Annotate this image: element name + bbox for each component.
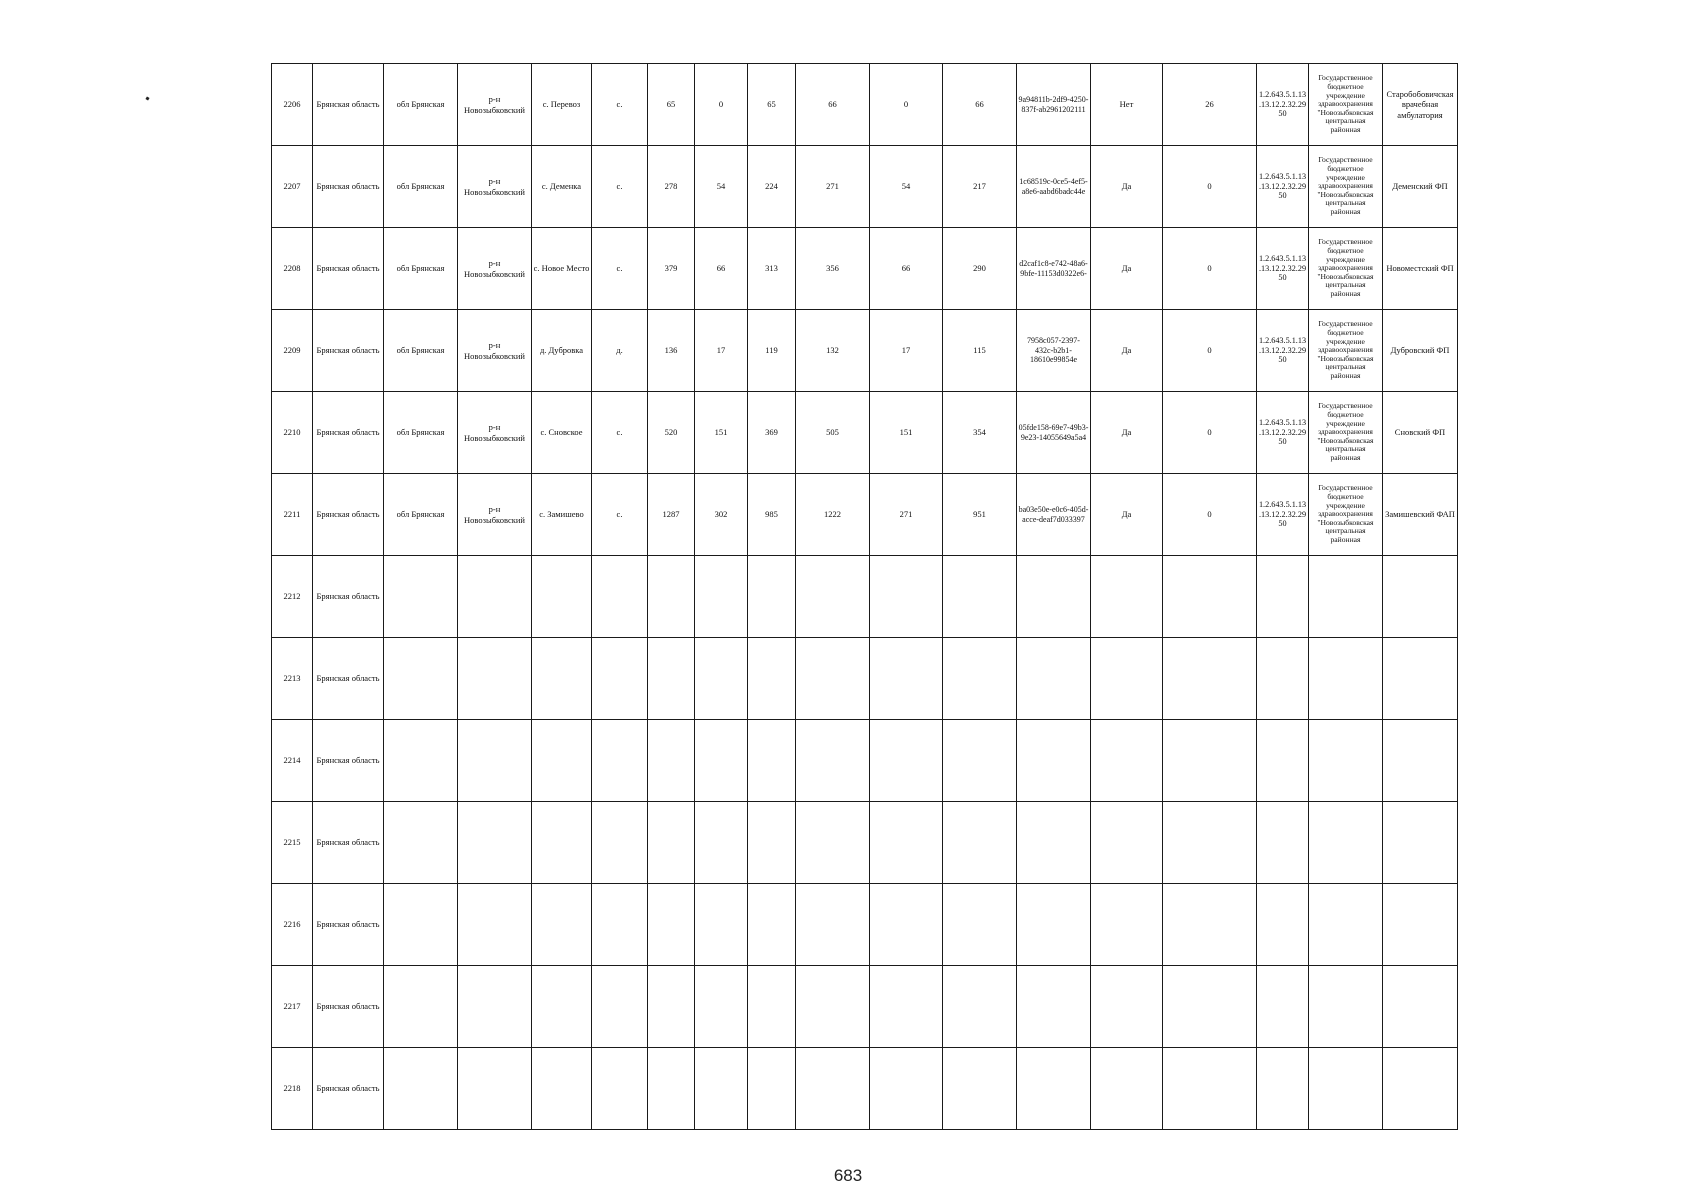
settlement-cell: д. Дубровка — [532, 310, 592, 392]
settlement-type-cell: с. — [592, 228, 648, 310]
population-total-2-cell — [796, 1048, 870, 1130]
settlement-cell: с. Новое Место — [532, 228, 592, 310]
region-cell: Брянская область — [313, 884, 384, 966]
table-row — [272, 64, 1458, 146]
distance-count-cell — [1163, 556, 1257, 638]
settlement-cell — [532, 638, 592, 720]
organization-name-cell — [1309, 720, 1383, 802]
settlement-cell — [532, 1048, 592, 1130]
population-children-2-cell — [870, 720, 943, 802]
fias-guid-cell: ba03e50e-e0c6-405d-acce-deaf7d033397 — [1017, 474, 1091, 556]
fias-guid-cell: 1c68519c-0ce5-4ef5-a8e6-aabd6badc44e — [1017, 146, 1091, 228]
distance-count-cell: 0 — [1163, 474, 1257, 556]
population-adults-cell — [748, 720, 796, 802]
table-row — [272, 884, 1458, 966]
oblast-cell — [384, 638, 458, 720]
table-row — [272, 638, 1458, 720]
population-adults-2-cell — [943, 638, 1017, 720]
row-number-cell: 2207 — [272, 146, 313, 228]
organization-name-cell — [1309, 556, 1383, 638]
organization-oid-cell — [1257, 802, 1309, 884]
facility-name-cell — [1383, 802, 1458, 884]
distance-count-cell — [1163, 966, 1257, 1048]
availability-flag-cell: Да — [1091, 392, 1163, 474]
oblast-cell — [384, 720, 458, 802]
fias-guid-cell: 05fde158-69e7-49b3-9e23-14055649a5a4 — [1017, 392, 1091, 474]
organization-name-cell: Государственное бюджетное учреждение здравоохранения "Новозыбковская центральная районная — [1309, 228, 1383, 310]
population-total-2-cell — [796, 966, 870, 1048]
settlement-type-cell: с. — [592, 474, 648, 556]
rayon-cell — [458, 966, 532, 1048]
population-children-cell — [695, 1048, 748, 1130]
rayon-cell — [458, 884, 532, 966]
facility-name-cell — [1383, 966, 1458, 1048]
organization-oid-cell — [1257, 1048, 1309, 1130]
facility-name-cell: Деменский ФП — [1383, 146, 1458, 228]
rayon-cell — [458, 638, 532, 720]
organization-oid-cell: 1.2.643.5.1.13.13.12.2.32.2950 — [1257, 64, 1309, 146]
population-total-2-cell: 66 — [796, 64, 870, 146]
organization-oid-cell: 1.2.643.5.1.13.13.12.2.32.2950 — [1257, 392, 1309, 474]
region-cell: Брянская область — [313, 720, 384, 802]
facility-name-cell: Дубровский ФП — [1383, 310, 1458, 392]
organization-oid-cell — [1257, 556, 1309, 638]
settlement-cell: с. Деменка — [532, 146, 592, 228]
facility-name-cell — [1383, 720, 1458, 802]
row-number-cell: 2215 — [272, 802, 313, 884]
table-row — [272, 310, 1458, 392]
facility-name-cell: Сновский ФП — [1383, 392, 1458, 474]
population-children-cell — [695, 802, 748, 884]
population-children-cell — [695, 720, 748, 802]
settlement-type-cell: с. — [592, 392, 648, 474]
population-total-2-cell: 356 — [796, 228, 870, 310]
distance-count-cell: 0 — [1163, 310, 1257, 392]
rayon-cell — [458, 1048, 532, 1130]
table-body — [272, 64, 1458, 1130]
facility-name-cell — [1383, 884, 1458, 966]
scan-speck — [145, 96, 149, 100]
fias-guid-cell — [1017, 802, 1091, 884]
settlement-type-cell — [592, 1048, 648, 1130]
population-total-2-cell — [796, 638, 870, 720]
population-adults-cell — [748, 556, 796, 638]
availability-flag-cell: Да — [1091, 228, 1163, 310]
availability-flag-cell — [1091, 638, 1163, 720]
region-cell: Брянская область — [313, 228, 384, 310]
population-total-cell: 65 — [648, 64, 695, 146]
rayon-cell: р-н Новозыбковский — [458, 310, 532, 392]
settlement-type-cell — [592, 884, 648, 966]
availability-flag-cell — [1091, 1048, 1163, 1130]
organization-name-cell — [1309, 638, 1383, 720]
population-total-2-cell — [796, 802, 870, 884]
population-adults-2-cell — [943, 884, 1017, 966]
population-adults-2-cell: 66 — [943, 64, 1017, 146]
availability-flag-cell — [1091, 884, 1163, 966]
population-adults-cell — [748, 638, 796, 720]
population-adults-2-cell: 951 — [943, 474, 1017, 556]
population-total-cell — [648, 884, 695, 966]
region-cell: Брянская область — [313, 64, 384, 146]
population-children-2-cell — [870, 884, 943, 966]
population-children-2-cell: 66 — [870, 228, 943, 310]
population-total-2-cell: 132 — [796, 310, 870, 392]
facility-name-cell: Замишевский ФАП — [1383, 474, 1458, 556]
population-children-cell: 54 — [695, 146, 748, 228]
distance-count-cell: 0 — [1163, 392, 1257, 474]
population-adults-cell: 313 — [748, 228, 796, 310]
population-adults-cell: 224 — [748, 146, 796, 228]
region-cell: Брянская область — [313, 966, 384, 1048]
population-adults-2-cell: 290 — [943, 228, 1017, 310]
fias-guid-cell — [1017, 1048, 1091, 1130]
facility-name-cell: Старобобовичская врачебная амбулатория — [1383, 64, 1458, 146]
population-children-2-cell: 0 — [870, 64, 943, 146]
rayon-cell — [458, 802, 532, 884]
population-total-cell: 1287 — [648, 474, 695, 556]
population-children-cell: 17 — [695, 310, 748, 392]
population-adults-2-cell — [943, 720, 1017, 802]
distance-count-cell — [1163, 1048, 1257, 1130]
row-number-cell: 2217 — [272, 966, 313, 1048]
table-row — [272, 966, 1458, 1048]
oblast-cell — [384, 556, 458, 638]
organization-name-cell — [1309, 884, 1383, 966]
settlement-type-cell — [592, 556, 648, 638]
population-total-cell — [648, 1048, 695, 1130]
settlement-type-cell — [592, 638, 648, 720]
oblast-cell — [384, 884, 458, 966]
settlement-type-cell — [592, 966, 648, 1048]
population-adults-2-cell — [943, 802, 1017, 884]
population-children-2-cell: 151 — [870, 392, 943, 474]
distance-count-cell — [1163, 638, 1257, 720]
population-total-2-cell — [796, 720, 870, 802]
row-number-cell: 2210 — [272, 392, 313, 474]
population-adults-2-cell: 354 — [943, 392, 1017, 474]
region-cell: Брянская область — [313, 638, 384, 720]
population-total-cell — [648, 556, 695, 638]
population-adults-2-cell — [943, 1048, 1017, 1130]
population-children-2-cell — [870, 1048, 943, 1130]
population-adults-2-cell — [943, 966, 1017, 1048]
population-adults-2-cell — [943, 556, 1017, 638]
population-adults-cell — [748, 884, 796, 966]
oblast-cell: обл Брянская — [384, 146, 458, 228]
population-children-cell: 66 — [695, 228, 748, 310]
row-number-cell: 2212 — [272, 556, 313, 638]
region-cell: Брянская область — [313, 1048, 384, 1130]
population-children-cell: 0 — [695, 64, 748, 146]
fias-guid-cell — [1017, 638, 1091, 720]
fias-guid-cell: d2caf1c8-e742-48a6-9bfe-11153d0322e6- — [1017, 228, 1091, 310]
row-number-cell: 2213 — [272, 638, 313, 720]
population-children-cell — [695, 884, 748, 966]
settlement-type-cell: с. — [592, 146, 648, 228]
organization-name-cell: Государственное бюджетное учреждение здравоохранения "Новозыбковская центральная районная — [1309, 392, 1383, 474]
fias-guid-cell — [1017, 966, 1091, 1048]
population-children-2-cell: 54 — [870, 146, 943, 228]
population-total-2-cell: 1222 — [796, 474, 870, 556]
rayon-cell — [458, 556, 532, 638]
organization-name-cell — [1309, 802, 1383, 884]
distance-count-cell — [1163, 884, 1257, 966]
organization-oid-cell: 1.2.643.5.1.13.13.12.2.32.2950 — [1257, 146, 1309, 228]
rayon-cell: р-н Новозыбковский — [458, 392, 532, 474]
population-total-2-cell: 505 — [796, 392, 870, 474]
organization-oid-cell: 1.2.643.5.1.13.13.12.2.32.2950 — [1257, 310, 1309, 392]
population-children-cell — [695, 966, 748, 1048]
fias-guid-cell — [1017, 556, 1091, 638]
settlement-cell — [532, 556, 592, 638]
availability-flag-cell — [1091, 720, 1163, 802]
population-adults-cell: 985 — [748, 474, 796, 556]
population-adults-cell: 65 — [748, 64, 796, 146]
oblast-cell — [384, 1048, 458, 1130]
rayon-cell: р-н Новозыбковский — [458, 64, 532, 146]
distance-count-cell — [1163, 802, 1257, 884]
organization-name-cell: Государственное бюджетное учреждение здравоохранения "Новозыбковская центральная районная — [1309, 146, 1383, 228]
fias-guid-cell: 7958c057-2397-432c-b2b1-18610e99854e — [1017, 310, 1091, 392]
settlement-cell — [532, 966, 592, 1048]
rayon-cell — [458, 720, 532, 802]
availability-flag-cell — [1091, 802, 1163, 884]
organization-oid-cell — [1257, 638, 1309, 720]
population-children-2-cell: 17 — [870, 310, 943, 392]
settlement-cell — [532, 884, 592, 966]
population-total-cell: 520 — [648, 392, 695, 474]
distance-count-cell: 26 — [1163, 64, 1257, 146]
facility-name-cell — [1383, 1048, 1458, 1130]
table-row — [272, 1048, 1458, 1130]
population-total-2-cell — [796, 884, 870, 966]
population-total-cell — [648, 966, 695, 1048]
settlement-type-cell — [592, 802, 648, 884]
oblast-cell — [384, 966, 458, 1048]
settlement-cell: с. Перевоз — [532, 64, 592, 146]
region-cell: Брянская область — [313, 556, 384, 638]
table-row — [272, 556, 1458, 638]
population-total-2-cell: 271 — [796, 146, 870, 228]
population-children-cell — [695, 638, 748, 720]
population-total-cell: 136 — [648, 310, 695, 392]
organization-name-cell — [1309, 1048, 1383, 1130]
oblast-cell: обл Брянская — [384, 64, 458, 146]
region-cell: Брянская область — [313, 146, 384, 228]
organization-oid-cell: 1.2.643.5.1.13.13.12.2.32.2950 — [1257, 474, 1309, 556]
settlement-type-cell: с. — [592, 64, 648, 146]
oblast-cell: обл Брянская — [384, 228, 458, 310]
population-adults-cell: 369 — [748, 392, 796, 474]
population-children-2-cell — [870, 556, 943, 638]
population-adults-cell: 119 — [748, 310, 796, 392]
rayon-cell: р-н Новозыбковский — [458, 146, 532, 228]
organization-name-cell: Государственное бюджетное учреждение здравоохранения "Новозыбковская центральная районная — [1309, 310, 1383, 392]
availability-flag-cell: Да — [1091, 146, 1163, 228]
availability-flag-cell: Да — [1091, 310, 1163, 392]
table-row — [272, 392, 1458, 474]
population-adults-2-cell: 217 — [943, 146, 1017, 228]
organization-oid-cell — [1257, 884, 1309, 966]
population-children-cell: 302 — [695, 474, 748, 556]
population-total-cell — [648, 638, 695, 720]
settlement-type-cell: д. — [592, 310, 648, 392]
population-total-2-cell — [796, 556, 870, 638]
population-adults-cell — [748, 966, 796, 1048]
settlement-cell: с. Сновское — [532, 392, 592, 474]
row-number-cell: 2216 — [272, 884, 313, 966]
table-row — [272, 802, 1458, 884]
distance-count-cell — [1163, 720, 1257, 802]
settlement-cell: с. Замишево — [532, 474, 592, 556]
region-cell: Брянская область — [313, 474, 384, 556]
population-adults-2-cell: 115 — [943, 310, 1017, 392]
row-number-cell: 2214 — [272, 720, 313, 802]
availability-flag-cell: Нет — [1091, 64, 1163, 146]
fias-guid-cell: 9a94811b-2df9-4250-837f-ab2961202111 — [1017, 64, 1091, 146]
region-cell: Брянская область — [313, 310, 384, 392]
table-row — [272, 228, 1458, 310]
organization-name-cell — [1309, 966, 1383, 1048]
settlements-table — [271, 63, 1458, 1130]
oblast-cell: обл Брянская — [384, 392, 458, 474]
population-children-2-cell — [870, 638, 943, 720]
rayon-cell: р-н Новозыбковский — [458, 228, 532, 310]
population-children-2-cell: 271 — [870, 474, 943, 556]
fias-guid-cell — [1017, 884, 1091, 966]
fias-guid-cell — [1017, 720, 1091, 802]
table-row — [272, 146, 1458, 228]
page-number: 683 — [833, 1166, 863, 1185]
population-adults-cell — [748, 802, 796, 884]
region-cell: Брянская область — [313, 392, 384, 474]
availability-flag-cell — [1091, 966, 1163, 1048]
distance-count-cell: 0 — [1163, 228, 1257, 310]
population-adults-cell — [748, 1048, 796, 1130]
facility-name-cell — [1383, 638, 1458, 720]
population-children-cell — [695, 556, 748, 638]
population-children-cell: 151 — [695, 392, 748, 474]
settlement-type-cell — [592, 720, 648, 802]
row-number-cell: 2211 — [272, 474, 313, 556]
organization-oid-cell: 1.2.643.5.1.13.13.12.2.32.2950 — [1257, 228, 1309, 310]
row-number-cell: 2208 — [272, 228, 313, 310]
row-number-cell: 2218 — [272, 1048, 313, 1130]
population-total-cell — [648, 802, 695, 884]
row-number-cell: 2209 — [272, 310, 313, 392]
settlement-cell — [532, 720, 592, 802]
organization-name-cell: Государственное бюджетное учреждение здравоохранения "Новозыбковская центральная районная — [1309, 474, 1383, 556]
distance-count-cell: 0 — [1163, 146, 1257, 228]
organization-name-cell: Государственное бюджетное учреждение здравоохранения "Новозыбковская центральная районная — [1309, 64, 1383, 146]
population-total-cell: 379 — [648, 228, 695, 310]
organization-oid-cell — [1257, 720, 1309, 802]
rayon-cell: р-н Новозыбковский — [458, 474, 532, 556]
availability-flag-cell — [1091, 556, 1163, 638]
row-number-cell: 2206 — [272, 64, 313, 146]
oblast-cell — [384, 802, 458, 884]
facility-name-cell: Новоместский ФП — [1383, 228, 1458, 310]
population-children-2-cell — [870, 802, 943, 884]
population-total-cell — [648, 720, 695, 802]
availability-flag-cell: Да — [1091, 474, 1163, 556]
table-row — [272, 720, 1458, 802]
oblast-cell: обл Брянская — [384, 310, 458, 392]
table-row — [272, 474, 1458, 556]
population-children-2-cell — [870, 966, 943, 1048]
organization-oid-cell — [1257, 966, 1309, 1048]
population-total-cell: 278 — [648, 146, 695, 228]
region-cell: Брянская область — [313, 802, 384, 884]
settlement-cell — [532, 802, 592, 884]
facility-name-cell — [1383, 556, 1458, 638]
oblast-cell: обл Брянская — [384, 474, 458, 556]
